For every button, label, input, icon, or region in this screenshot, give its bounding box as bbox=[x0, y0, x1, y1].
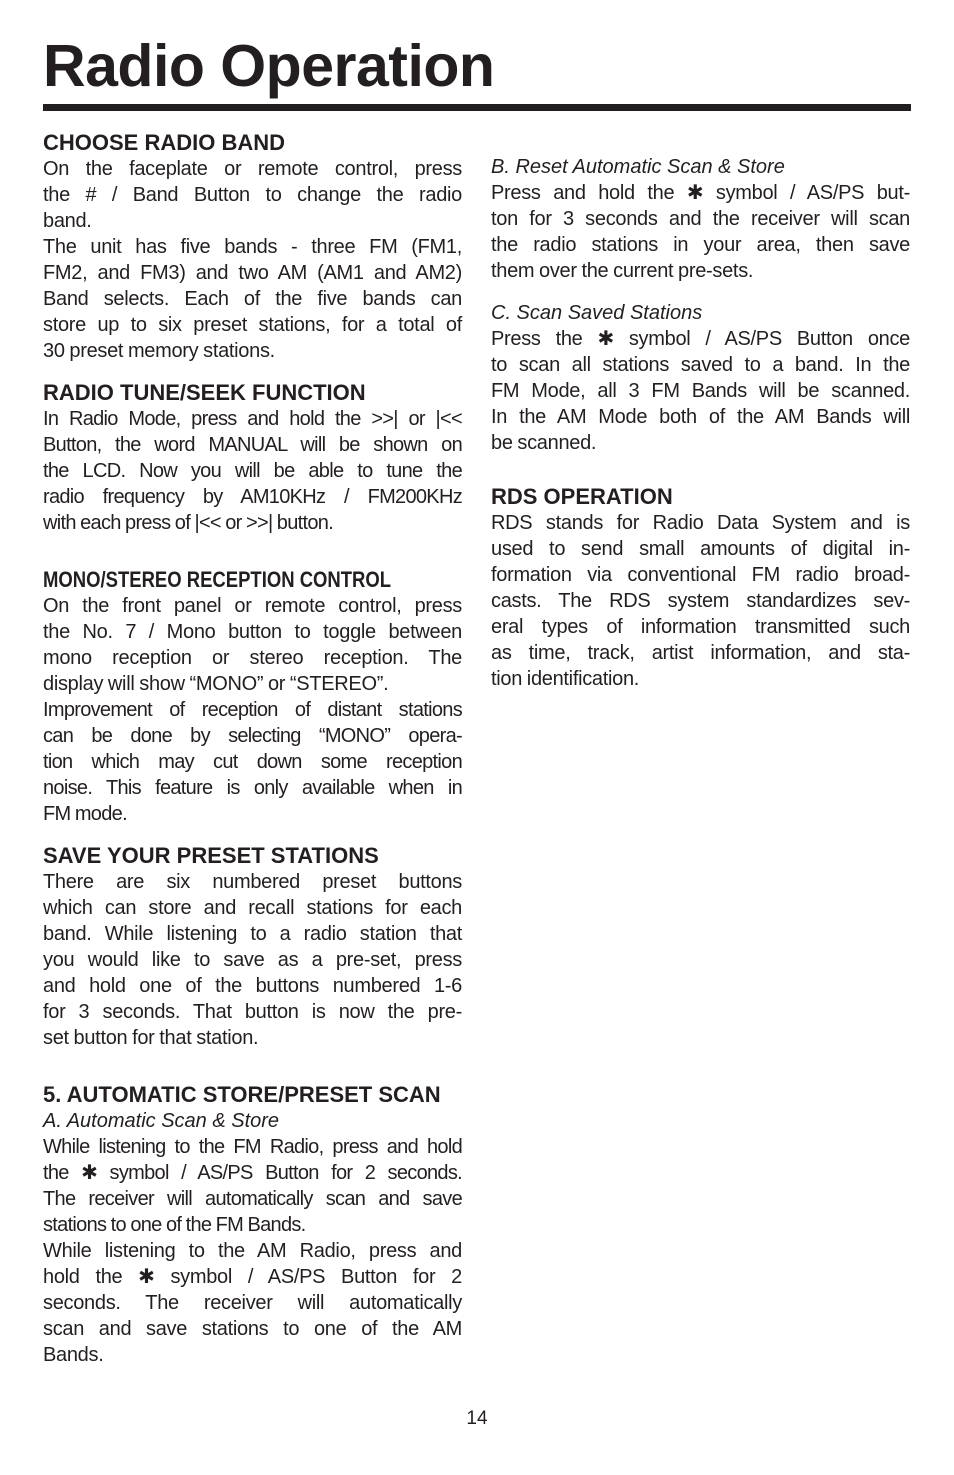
text-line: While listening to the AM Radio, press and bbox=[43, 1240, 462, 1262]
text-line: tion identification. bbox=[491, 668, 640, 690]
subheading: C. Scan Saved Stations bbox=[491, 302, 703, 324]
text-line: While listening to the FM Radio, press and hold bbox=[43, 1136, 462, 1158]
right-column bbox=[491, 154, 910, 692]
text-line: Bands. bbox=[43, 1344, 104, 1366]
text-line: Press the ✱ symbol / AS/PS Button once bbox=[491, 328, 910, 350]
text-line: formation via conventional FM radio broad- bbox=[491, 564, 910, 586]
text-line: Band selects. Each of the five bands can bbox=[43, 288, 462, 310]
text-line: Press and hold the ✱ symbol / AS/PS but- bbox=[491, 182, 910, 204]
text-line: display will show “MONO” or “STEREO”. bbox=[43, 673, 389, 695]
paragraph bbox=[43, 156, 462, 234]
text-line: FM2, and FM3) and two AM (AM1 and AM2) bbox=[43, 262, 462, 284]
text-line: The unit has five bands - three FM (FM1, bbox=[43, 236, 462, 258]
text-line: hold the ✱ symbol / AS/PS Button for 2 bbox=[43, 1266, 462, 1288]
section-save-presets bbox=[43, 843, 462, 1051]
text-line: stations to one of the FM Bands. bbox=[43, 1214, 306, 1236]
paragraph bbox=[491, 180, 910, 284]
subheading: B. Reset Automatic Scan & Store bbox=[491, 156, 785, 178]
paragraph bbox=[491, 510, 910, 692]
text-line: There are six numbered preset buttons bbox=[43, 871, 462, 893]
paragraph bbox=[43, 234, 462, 364]
text-line: with each press of |<< or >>| button. bbox=[43, 512, 334, 534]
section-choose-radio-band bbox=[43, 130, 462, 364]
text-line: them over the current pre-sets. bbox=[491, 260, 754, 282]
paragraph bbox=[43, 697, 462, 827]
text-line: set button for that station. bbox=[43, 1027, 259, 1049]
text-line: On the front panel or remote control, press bbox=[43, 595, 462, 617]
text-line: can be done by selecting “MONO” opera- bbox=[43, 725, 462, 747]
text-line: RDS stands for Radio Data System and is bbox=[491, 512, 910, 534]
section-reset-scan bbox=[491, 154, 910, 284]
section-heading: SAVE YOUR PRESET STATIONS bbox=[43, 843, 379, 868]
text-line: The receiver will automatically scan and save bbox=[43, 1188, 462, 1210]
text-line: band. bbox=[43, 210, 92, 232]
text-line: In the AM Mode both of the AM Bands will bbox=[491, 406, 910, 428]
text-line: you would like to save as a pre-set, press bbox=[43, 949, 462, 971]
text-line: the ✱ symbol / AS/PS Button for 2 seconds. bbox=[43, 1162, 462, 1184]
text-line: store up to six preset stations, for a total of bbox=[43, 314, 462, 336]
text-line: FM mode. bbox=[43, 803, 127, 825]
paragraph bbox=[43, 1134, 462, 1238]
text-line: for 3 seconds. That button is now the pre- bbox=[43, 1001, 462, 1023]
paragraph bbox=[43, 593, 462, 697]
section-heading: RDS OPERATION bbox=[491, 484, 673, 509]
section-scan-saved bbox=[491, 300, 910, 456]
text-line: radio frequency by AM10KHz / FM200KHz bbox=[43, 486, 462, 508]
text-line: the LCD. Now you will be able to tune the bbox=[43, 460, 462, 482]
text-line: eral types of information transmitted such bbox=[491, 616, 910, 638]
paragraph bbox=[43, 869, 462, 1051]
text-line: Button, the word MANUAL will be shown on bbox=[43, 434, 462, 456]
title-rule bbox=[43, 104, 911, 111]
text-line: 30 preset memory stations. bbox=[43, 340, 275, 362]
text-line: scan and save stations to one of the AM bbox=[43, 1318, 462, 1340]
section-mono-stereo bbox=[43, 567, 462, 827]
text-line: band. While listening to a radio station that bbox=[43, 923, 462, 945]
subheading: A. Automatic Scan & Store bbox=[43, 1110, 280, 1132]
text-line: FM Mode, all 3 FM Bands will be scanned. bbox=[491, 380, 910, 402]
text-line: mono reception or stereo reception. The bbox=[43, 647, 462, 669]
section-heading: RADIO TUNE/SEEK FUNCTION bbox=[43, 380, 366, 405]
left-column bbox=[43, 130, 462, 1368]
text-line: Improvement of reception of distant stations bbox=[43, 699, 462, 721]
text-line: the radio stations in your area, then save bbox=[491, 234, 910, 256]
page-title: Radio Operation bbox=[43, 33, 495, 99]
paragraph bbox=[43, 406, 462, 536]
text-line: and hold one of the buttons numbered 1-6 bbox=[43, 975, 462, 997]
section-heading: MONO/STEREO RECEPTION CONTROL bbox=[43, 567, 392, 592]
text-line: be scanned. bbox=[491, 432, 597, 454]
text-line: which can store and recall stations for each bbox=[43, 897, 462, 919]
text-line: ton for 3 seconds and the receiver will scan bbox=[491, 208, 910, 230]
paragraph bbox=[491, 326, 910, 456]
section-rds-operation bbox=[491, 484, 910, 692]
paragraph bbox=[43, 1238, 462, 1368]
text-line: the # / Band Button to change the radio bbox=[43, 184, 462, 206]
text-line: tion which may cut down some reception bbox=[43, 751, 462, 773]
text-line: noise. This feature is only available when in bbox=[43, 777, 462, 799]
text-line: as time, track, artist information, and sta- bbox=[491, 642, 910, 664]
section-radio-tune-seek bbox=[43, 380, 462, 536]
text-line: to scan all stations saved to a band. In the bbox=[491, 354, 910, 376]
text-line: seconds. The receiver will automatically bbox=[43, 1292, 462, 1314]
text-line: casts. The RDS system standardizes sev- bbox=[491, 590, 910, 612]
section-heading: 5. AUTOMATIC STORE/PRESET SCAN bbox=[43, 1082, 441, 1107]
section-automatic-store bbox=[43, 1082, 462, 1368]
text-line: used to send small amounts of digital in- bbox=[491, 538, 910, 560]
text-line: On the faceplate or remote control, press bbox=[43, 158, 462, 180]
page-number: 14 bbox=[466, 1408, 488, 1429]
text-line: In Radio Mode, press and hold the >>| or |<< bbox=[43, 408, 462, 430]
text-line: the No. 7 / Mono button to toggle between bbox=[43, 621, 462, 643]
section-heading: CHOOSE RADIO BAND bbox=[43, 130, 286, 155]
